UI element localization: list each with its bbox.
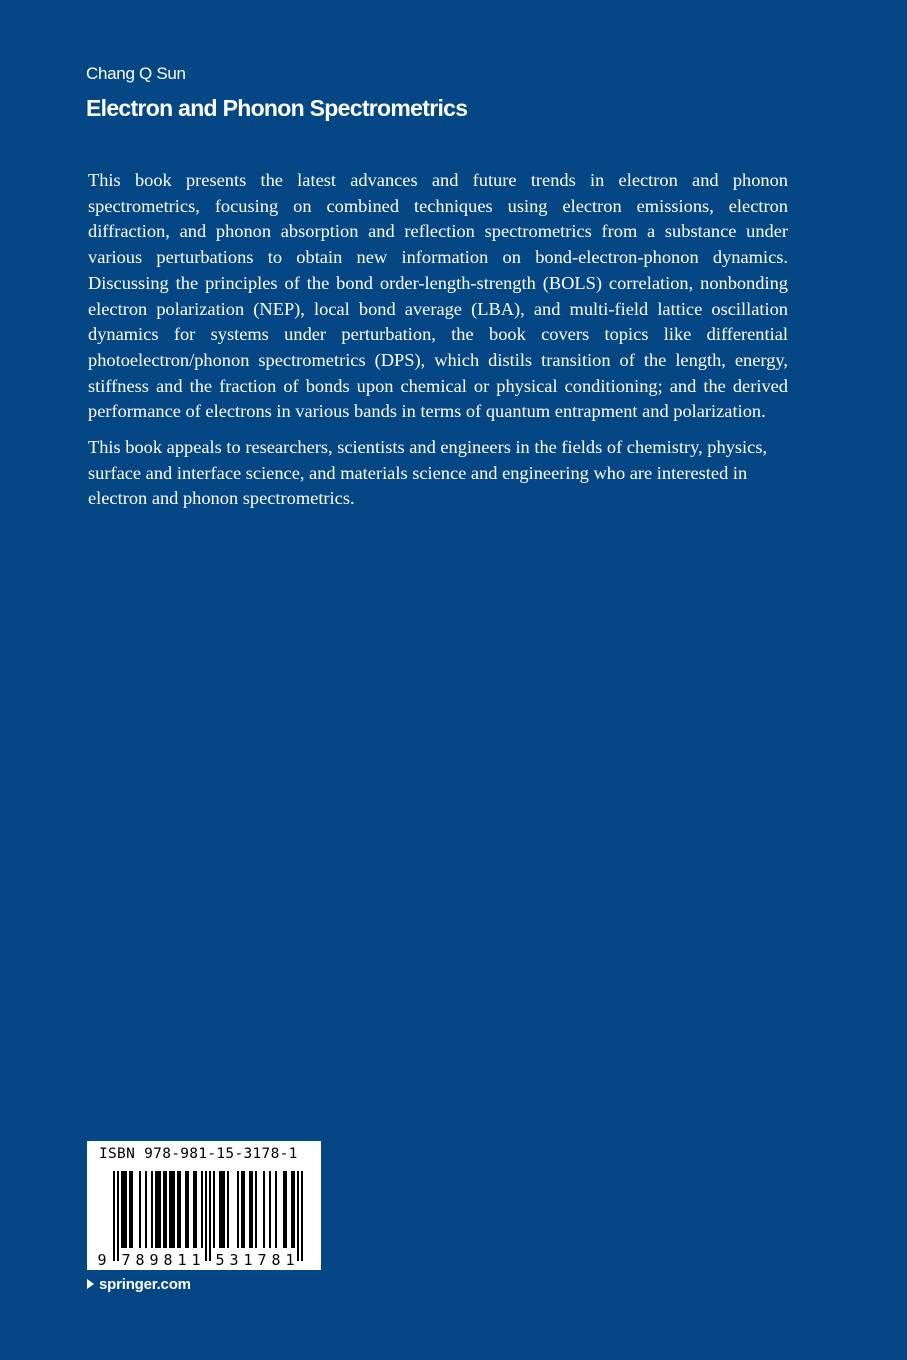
barcode-bar [301,1171,303,1261]
barcode-bar [213,1171,215,1248]
barcode-bar [269,1171,271,1248]
barcode-digit: 8 [163,1251,173,1269]
barcode-bar [157,1171,159,1248]
description-paragraph-1: This book presents the latest advances and future trends in electron and phonon spectrometrics, focusing on combined techniques using electron emissions, electron diffraction, and phonon absorption and reflection spectrometrics from a substance under various perturbations to obtain new information on bond-electron-phonon dynamics. Discussing the principles of the bond order-length-strength (BOLS) correlation, nonbonding electron polarization (NEP), local bond average (LBA), and multi-field lattice oscillation dynamics for systems under perturbation, the book covers topics like differential photoelectron/phonon spectrometrics (DPS), which distils transition of the length, energy, stiffness and the fraction of bonds upon chemical or physical conditioning; and the derived performance of electrons in various bands in terms of quantum entrapment and polarization. [88,170,788,422]
barcode-digit: 1 [177,1251,187,1269]
barcode-bar [241,1171,243,1248]
barcode-digit: 1 [243,1251,253,1269]
barcode-digit: 7 [257,1251,267,1269]
barcode-bar [283,1171,285,1248]
barcode-bar [243,1171,245,1248]
barcode-digit: 3 [229,1251,239,1269]
barcode-bar [237,1171,239,1248]
author-name: Chang Q Sun [86,64,186,83]
barcode-bar [275,1171,277,1248]
isbn-barcode [87,1141,321,1270]
triangle-arrow-icon [87,1279,94,1289]
barcode-bar [171,1171,173,1248]
publisher-link[interactable] [87,1276,191,1293]
barcode-bar [155,1171,157,1248]
barcode-bar [131,1171,133,1248]
barcode-bar [185,1171,187,1248]
barcode-bar [177,1171,179,1248]
barcode-bar [263,1171,265,1248]
barcode-bar [123,1171,125,1248]
barcode-bar [113,1171,115,1261]
barcode-bar [187,1171,189,1248]
barcode-bar [169,1171,171,1248]
barcode-graphic [87,1141,321,1270]
barcode-bar [125,1171,127,1248]
description-paragraph-2: This book appeals to researchers, scientists and engineers in the fields of chemistry, physics, surface and interface science, and materials science and engineering who are interested in electron and phonon spectrometrics. [88,437,768,509]
barcode-bar [221,1171,223,1248]
barcode-bar [179,1171,181,1248]
barcode-bar [139,1171,141,1248]
barcode-bar [151,1171,153,1248]
barcode-bar [159,1171,161,1248]
barcode-bar [223,1171,225,1248]
barcode-bar [173,1171,175,1248]
barcode-bar [285,1171,287,1248]
publisher-website[interactable]: springer.com [99,1276,191,1293]
barcode-bar [249,1171,251,1248]
barcode-digit: 1 [285,1251,295,1269]
barcode-bar [219,1171,221,1248]
barcode-bar [227,1171,229,1248]
barcode-bar [193,1171,195,1248]
book-title: Electron and Phonon Spectrometrics [86,95,468,121]
barcode-bar [145,1171,147,1248]
barcode-bar [209,1171,211,1261]
book-description [88,168,788,522]
barcode-bar [129,1171,131,1248]
barcode-digits [97,1251,294,1269]
barcode-bar [201,1171,203,1248]
barcode-bar [297,1171,299,1261]
barcode-bars [113,1171,303,1261]
barcode-digit: 8 [135,1251,145,1269]
barcode-bar [251,1171,253,1248]
barcode-bar [293,1171,295,1248]
barcode-bar [205,1171,207,1261]
barcode-digit: 5 [215,1251,225,1269]
barcode-digit: 7 [121,1251,131,1269]
isbn-label: ISBN 978-981-15-3178-1 [99,1146,298,1162]
barcode-digit: 9 [149,1251,159,1269]
barcode-bar [255,1171,257,1248]
barcode-bar [117,1171,119,1261]
barcode-bar [291,1171,293,1248]
barcode-digit: 8 [271,1251,281,1269]
barcode-bar [195,1171,197,1248]
barcode-digit: 1 [191,1251,201,1269]
barcode-bar [165,1171,167,1248]
barcode-bar [121,1171,123,1248]
barcode-bar [163,1171,165,1248]
barcode-digit: 9 [97,1251,107,1269]
